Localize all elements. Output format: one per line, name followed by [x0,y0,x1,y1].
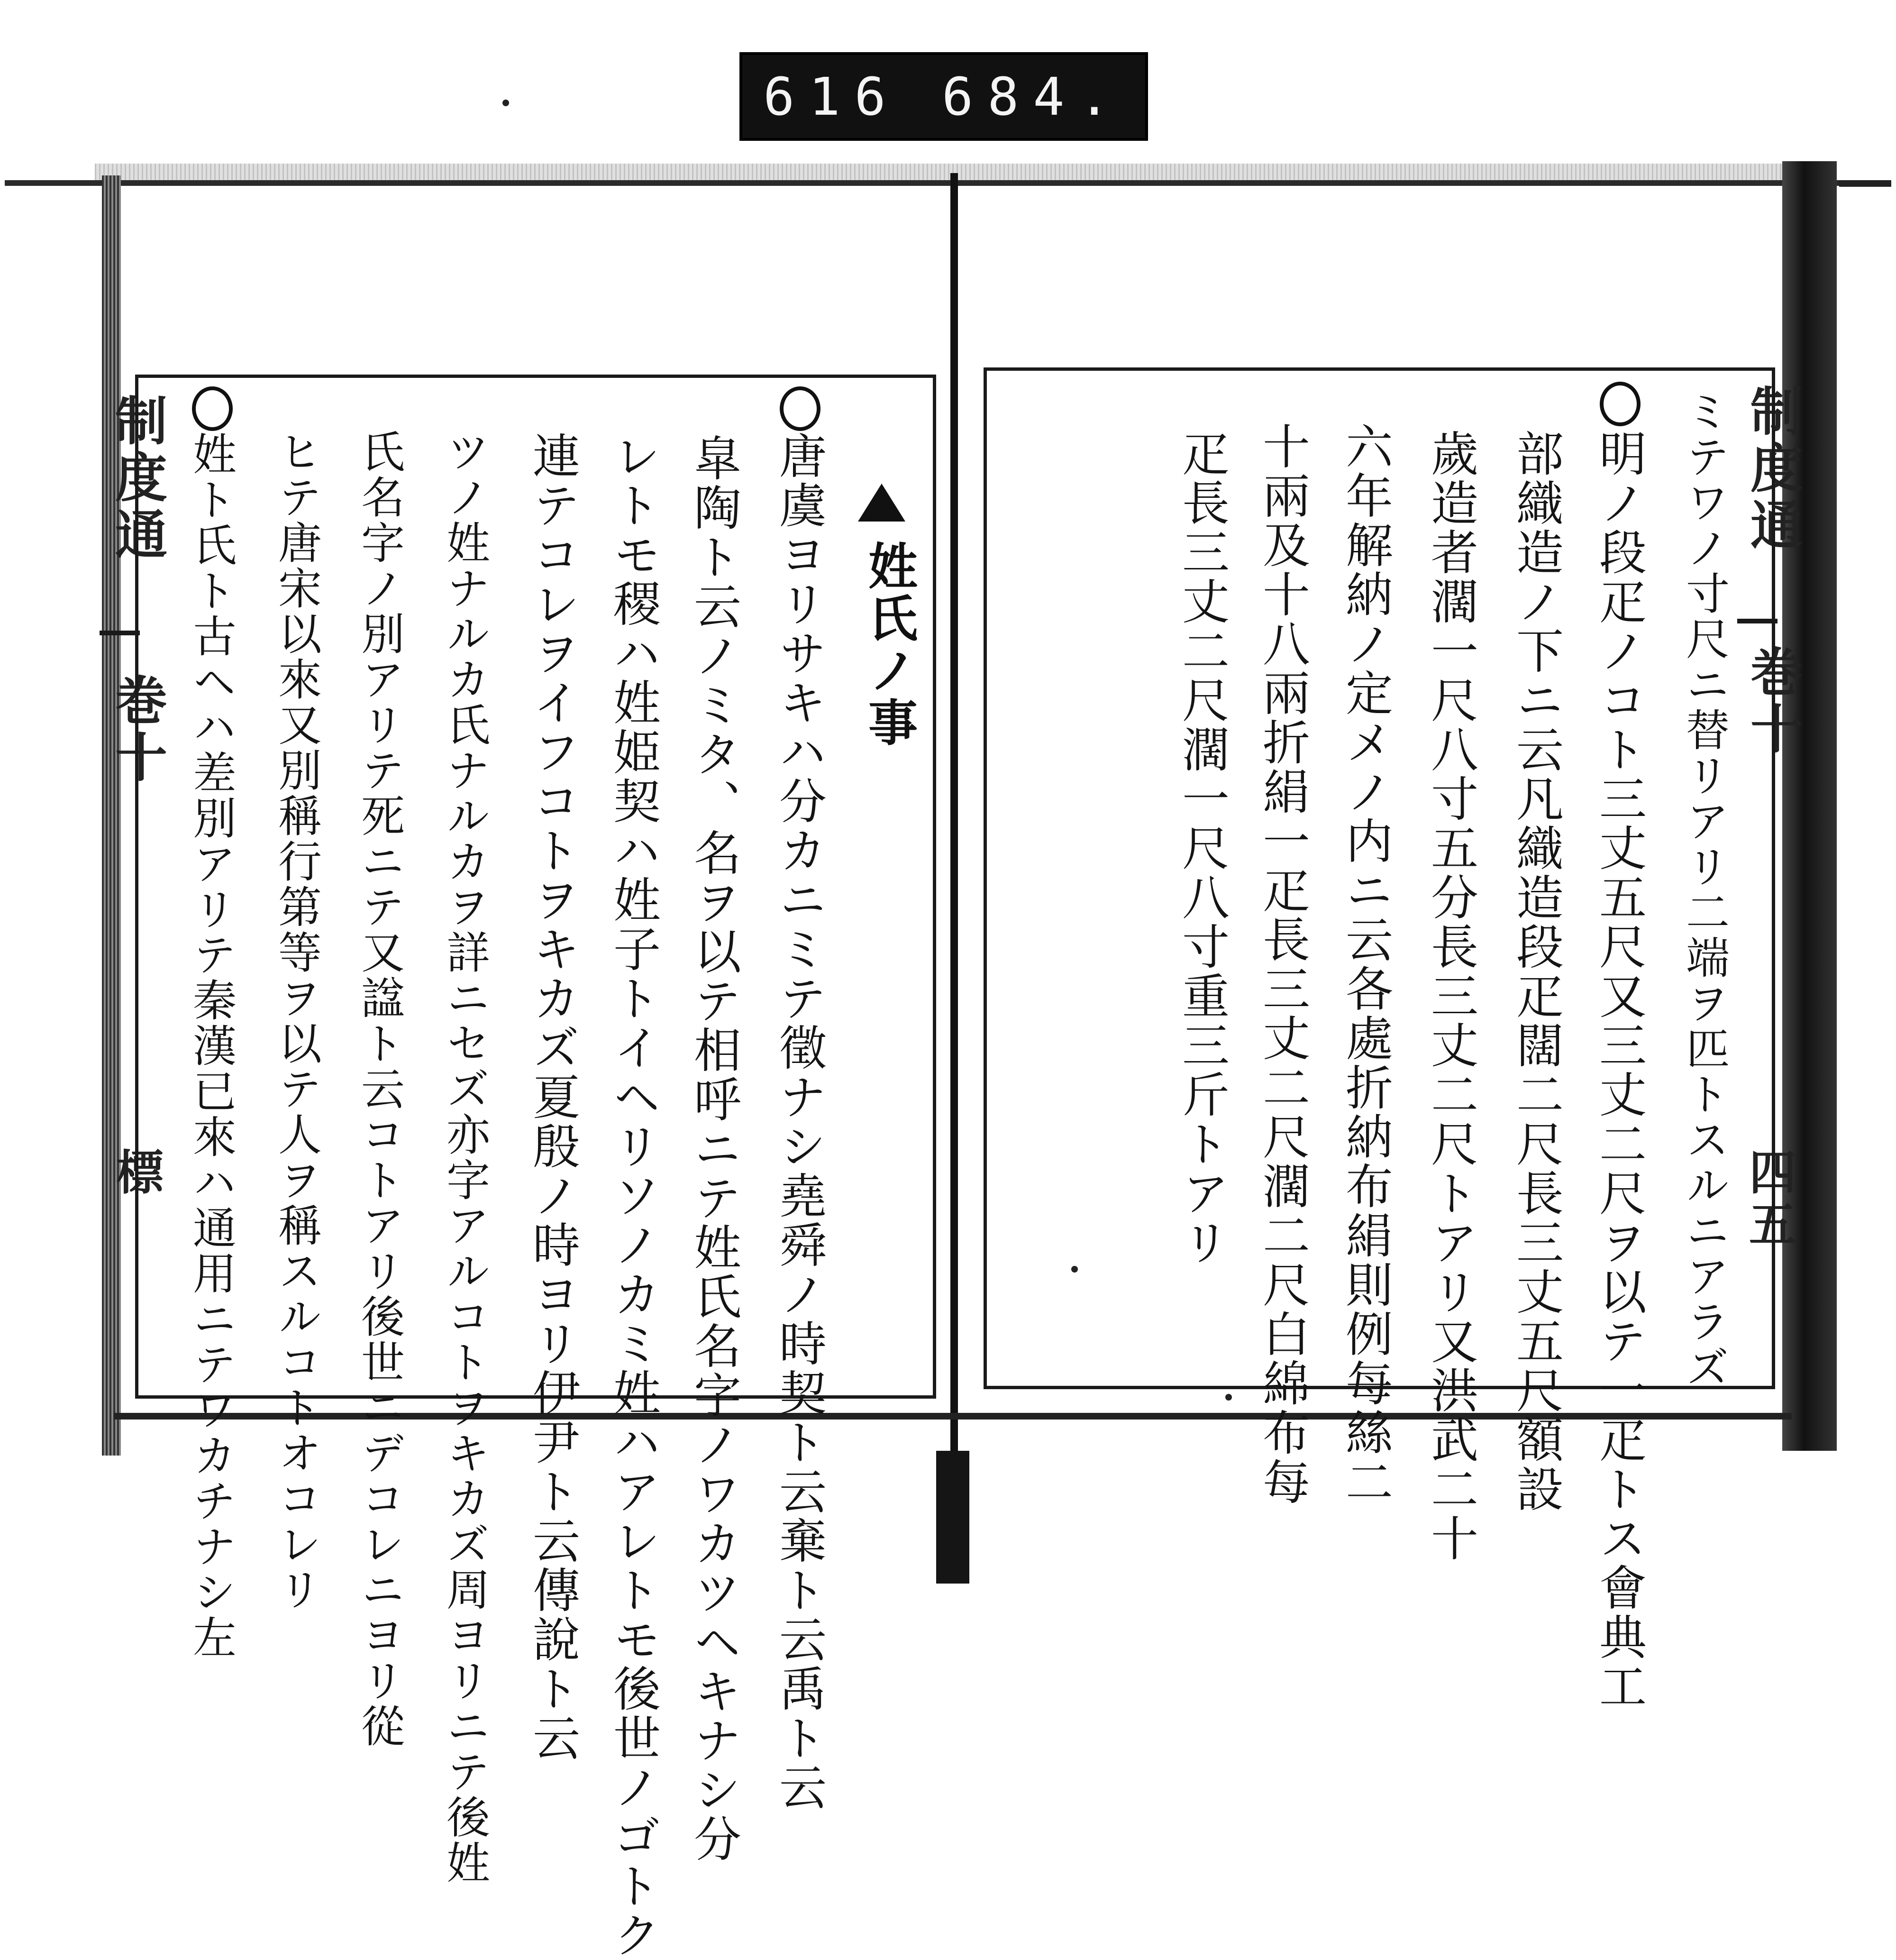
archive-number-plate [739,52,1148,141]
archive-number-right: 684. [941,66,1124,127]
right-margin-bar [1839,180,1891,187]
left-text-column: ツノ姓ナルカ氏ナルカヲ詳ニセズ亦字アルコトヲキカズ周ヨリニテ後姓 [439,429,490,1886]
right-text-column: 明ノ段疋ノコト三丈五尺又三丈二尺ヲ以テ一疋トス會典工 [1591,429,1647,1711]
right-book-edge [1782,161,1837,1451]
left-text-column: 皐陶ト云ノミタ、名ヲ以テ相呼ニテ姓氏名字ノワカツヘキナシ分 [686,434,741,1864]
right-margin-section: 四五 [1741,1147,1797,1252]
left-margin-volume: 巻十 [107,673,168,787]
right-margin-title: 制度通 [1742,384,1803,555]
scan-speck [1071,1266,1078,1273]
right-text-column: 部織造ノ下ニ云凡織造段疋闊二尺長三丈五尺額設 [1508,429,1564,1514]
section-triangle-icon [858,484,905,522]
left-margin-section: 標 [108,1147,164,1200]
spine-tab [936,1451,969,1584]
left-text-column: 姓ト氏ト古ヘハ差別アリテ秦漢已來ハ通用ニテワカチナシ左 [186,431,237,1660]
left-book-edge [102,175,121,1456]
left-text-column: レトモ稷ハ姓姫契ハ姓子トイヘリソノカミ姓ハアレトモ後世ノゴトク [605,431,661,1960]
paragraph-circle-icon [192,386,233,431]
right-text-column: 疋長三丈二尺濶一尺八寸重三斤トアリ [1174,429,1230,1267]
page-top-edge [95,164,1792,183]
scan-speck [1225,1394,1232,1401]
left-text-column: ヒテ唐宋以來又別稱行第等ヲ以テ人ヲ稱スルコトオコレリ [271,429,322,1612]
section-heading: 姓氏ノ事 [860,540,918,749]
right-text-column: 十兩及十八兩折絹一疋長三丈二尺濶二尺白綿布每 [1255,422,1310,1507]
left-text-column: 連テコレヲイフコトヲキカズ夏殷ノ時ヨリ伊尹ト云傳說ト云 [525,431,580,1763]
left-margin-divider [100,631,140,635]
right-text-column: ミテワノ寸尺ニ替リアリ二端ヲ匹トスルニアラズ [1679,389,1730,1390]
right-text-column: 歲造者濶一尺八寸五分長三丈二尺トアリ又洪武二十 [1423,429,1478,1563]
book-spine [950,173,958,1453]
left-margin-title: 制度通 [107,394,168,564]
left-text-column: 唐虞ヨリサキハ分カニミテ徵ナシ堯舜ノ時契ト云棄ト云禹ト云 [771,431,827,1812]
left-text-column: 氏名字ノ別アリテ死ニテ又諡ト云コトアリ後世ニデコレニヨリ從 [354,429,405,1749]
paragraph-circle-icon [1600,382,1641,426]
paragraph-circle-icon [780,386,820,431]
top-rule [5,180,1891,186]
right-text-column: 六年解納ノ定メノ内ニ云各處折納布絹則例每絲二 [1338,422,1393,1507]
right-margin-volume: 巻十 [1742,645,1803,759]
archive-number-left: 616 [763,66,900,127]
scan-speck [502,100,509,106]
